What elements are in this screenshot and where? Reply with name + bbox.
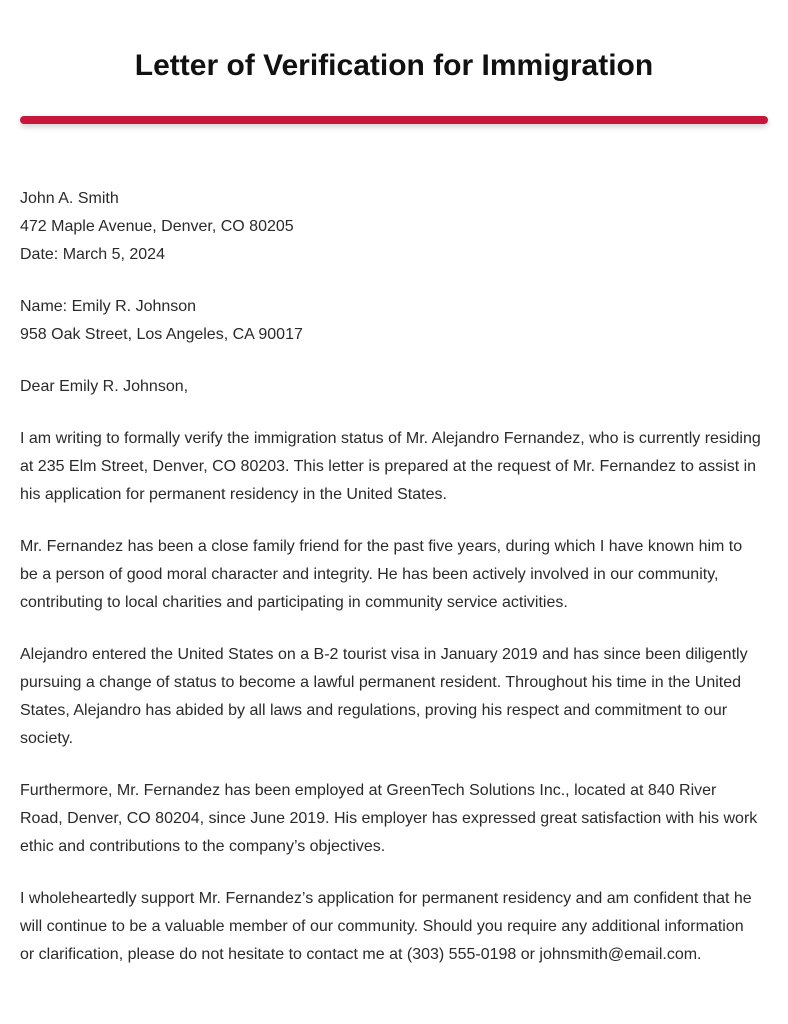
salutation: Dear Emily R. Johnson,: [20, 378, 189, 395]
paragraph: Alejandro entered the United States on a B-2 tourist visa in January 2019 and has since been diligently pursuing a change of status to become a lawful permanent resident. Throughout his time in the United States, Alejandro has abided by all laws and regulations, proving his respect and commitment to our society.: [20, 646, 748, 747]
letter-date: Date: March 5, 2024: [20, 246, 165, 263]
title-divider: [20, 116, 768, 124]
paragraph: Mr. Fernandez has been a close family friend for the past five years, during which I have known him to be a person of good moral character and integrity. He has been actively involved in our community, contributing to local charities and participating in community service activities.: [20, 538, 743, 611]
page-title: Letter of Verification for Immigration: [134, 49, 654, 82]
letter-body: [20, 185, 768, 993]
paragraph: I wholeheartedly support Mr. Fernandez’s application for permanent residency and am confident that he will continue to be a valuable member of our community. Should you require any additional information or clarification, please do not hesitate to contact me at (303) 555-0198 or johnsmith@email.com.: [20, 890, 752, 963]
recipient-block: [20, 293, 768, 349]
sender-name: John A. Smith: [20, 190, 119, 207]
paragraph: I am writing to formally verify the immigration status of Mr. Alejandro Fernandez, who is currently residing at 235 Elm Street, Denver, CO 80203. This letter is prepared at the request of Mr. Fernandez to assist in his application for permanent residency in the United States.: [20, 430, 761, 503]
recipient-name: Name: Emily R. Johnson: [20, 298, 197, 315]
recipient-address: 958 Oak Street, Los Angeles, CA 90017: [20, 326, 303, 343]
sender-address: 472 Maple Avenue, Denver, CO 80205: [20, 218, 294, 235]
paragraph: Furthermore, Mr. Fernandez has been employed at GreenTech Solutions Inc., located at 840 River Road, Denver, CO 80204, since June 2019. His employer has expressed great satisfaction with his work ethic and contributions to the company’s objectives.: [20, 782, 758, 855]
sender-block: [20, 185, 768, 269]
